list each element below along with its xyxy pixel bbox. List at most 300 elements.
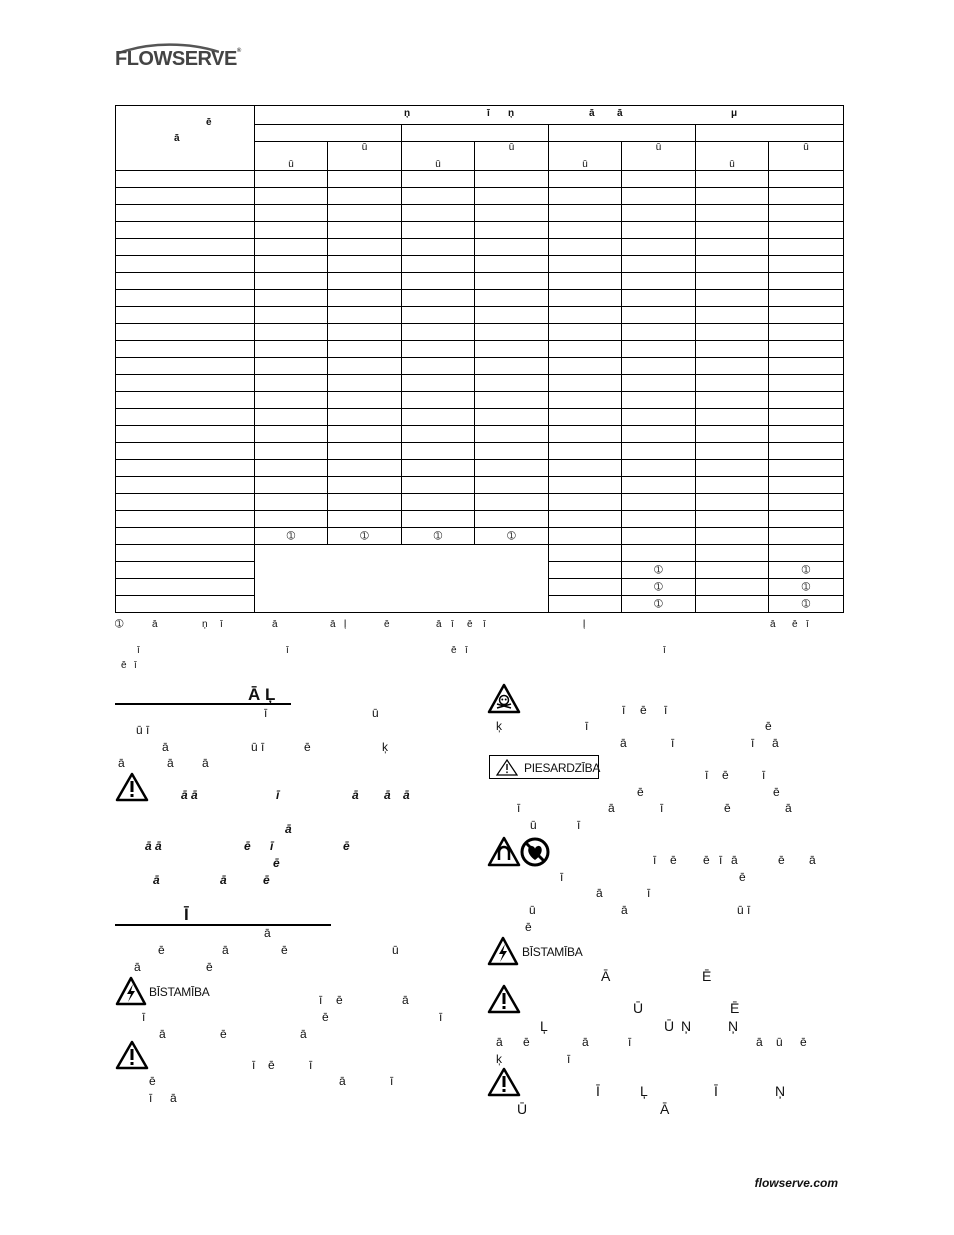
text-fragment: ā — [152, 619, 158, 630]
spec-table — [115, 105, 844, 613]
table-cell: ū — [655, 142, 662, 153]
marker-cell: ➀ — [769, 596, 844, 613]
table-cell — [116, 171, 255, 188]
table-cell — [255, 511, 328, 528]
flowserve-logo — [115, 48, 241, 71]
table-cell — [696, 545, 769, 562]
table-cell — [328, 171, 402, 188]
table-cell — [116, 494, 255, 511]
text-fragment: ē — [244, 839, 251, 853]
table-cell — [402, 341, 475, 358]
table-cell — [475, 511, 549, 528]
text-fragment: ī — [577, 818, 581, 832]
table-row — [116, 239, 844, 256]
table-cell — [549, 409, 622, 426]
table-cell — [328, 256, 402, 273]
table-cell — [475, 324, 549, 341]
text-fragment: ā ā — [181, 788, 198, 802]
table-cell — [402, 443, 475, 460]
text-fragment: ī — [567, 1052, 571, 1066]
table-cell — [696, 426, 769, 443]
text-fragment: ē — [158, 943, 165, 957]
text-fragment: ē — [206, 960, 213, 974]
text-fragment: ē — [322, 1010, 329, 1024]
text-fragment: ē — [670, 853, 677, 867]
table-cell — [475, 358, 549, 375]
text-fragment: ē — [467, 619, 473, 630]
table-cell — [549, 307, 622, 324]
table-cell — [696, 290, 769, 307]
table-cell — [622, 426, 696, 443]
text-fragment: ū — [530, 818, 537, 832]
warning-icon — [487, 1067, 521, 1097]
table-cell — [328, 392, 402, 409]
table-group-1 — [255, 125, 402, 142]
table-cell — [549, 375, 622, 392]
table-subheader — [696, 142, 769, 171]
table-cell — [622, 205, 696, 222]
table-cell — [696, 188, 769, 205]
table-cell — [255, 239, 328, 256]
table-cell — [328, 273, 402, 290]
table-cell — [116, 426, 255, 443]
table-cell — [696, 171, 769, 188]
table-cell — [769, 392, 844, 409]
table-cell — [696, 239, 769, 256]
table-cell — [769, 375, 844, 392]
text-fragment: ā ā — [145, 839, 162, 853]
table-cell — [549, 205, 622, 222]
text-fragment: ī — [671, 736, 675, 750]
table-cell — [549, 222, 622, 239]
text-fragment: ī — [465, 645, 468, 656]
magnetic-hazard-icon — [487, 836, 521, 868]
text-fragment: ē — [268, 1058, 275, 1072]
table-cell — [549, 443, 622, 460]
table-cell — [549, 579, 622, 596]
text-fragment: ē — [304, 740, 311, 754]
table-row — [116, 375, 844, 392]
table-cell — [402, 494, 475, 511]
footer-url[interactable]: flowserve.com — [754, 1176, 838, 1190]
text-fragment: ē — [640, 703, 647, 717]
marker-cell: ➀ — [255, 528, 328, 545]
merged-cell — [255, 545, 549, 613]
table-cell — [769, 545, 844, 562]
text-fragment: Ū — [664, 1018, 675, 1034]
text-fragment: ā — [496, 1035, 503, 1049]
table-cell — [116, 511, 255, 528]
table-cell — [549, 341, 622, 358]
table-cell — [255, 205, 328, 222]
electrical-hazard-icon — [115, 976, 147, 1006]
table-cell — [475, 222, 549, 239]
text-fragment: ņ — [202, 619, 208, 630]
table-cell — [549, 545, 622, 562]
text-fragment: ī — [647, 886, 651, 900]
table-cell — [116, 188, 255, 205]
table-cell — [475, 494, 549, 511]
text-fragment: ē — [343, 839, 350, 853]
warning-icon — [115, 1040, 149, 1070]
text-fragment: Ņ — [728, 1018, 739, 1034]
table-cell — [116, 562, 255, 579]
table-body — [116, 171, 844, 528]
caution-icon — [496, 759, 518, 776]
text-fragment: ī — [252, 1058, 256, 1072]
text-fragment: ū — [392, 943, 399, 957]
text-fragment: ī — [664, 703, 668, 717]
table-cell: ū — [435, 159, 441, 170]
text-fragment: ī — [149, 1091, 153, 1105]
table-cell — [116, 443, 255, 460]
table-cell — [402, 205, 475, 222]
table-cell — [475, 290, 549, 307]
table-cell — [549, 392, 622, 409]
table-cell — [402, 426, 475, 443]
table-cell — [475, 188, 549, 205]
table-cell: ņ — [508, 108, 515, 119]
table-cell — [402, 392, 475, 409]
table-cell: ū — [803, 142, 809, 153]
text-fragment: ū ī — [251, 740, 265, 754]
table-cell — [696, 409, 769, 426]
table-row — [116, 222, 844, 239]
table-cell: ē — [206, 117, 212, 128]
table-row — [116, 443, 844, 460]
table-cell — [255, 375, 328, 392]
text-fragment: ā — [167, 756, 174, 770]
text-fragment: ē — [800, 1035, 807, 1049]
table-cell — [255, 273, 328, 290]
table-row — [116, 545, 844, 562]
table-cell — [622, 239, 696, 256]
caution-label: PIESARDZĪBA — [524, 761, 601, 775]
table-group-4 — [696, 125, 844, 142]
table-cell — [696, 579, 769, 596]
table-cell — [622, 494, 696, 511]
table-cell — [328, 511, 402, 528]
table-cell — [696, 477, 769, 494]
text-fragment: ē — [336, 993, 343, 1007]
text-fragment: ē — [263, 873, 270, 887]
table-row — [116, 171, 844, 188]
electrical-hazard-icon — [487, 936, 519, 966]
table-cell — [328, 426, 402, 443]
table-cell — [622, 511, 696, 528]
table-cell — [622, 341, 696, 358]
table-cell — [696, 324, 769, 341]
text-fragment: ā — [352, 788, 359, 802]
danger-label: BĪSTAMĪBA — [149, 985, 210, 999]
table-cell — [475, 460, 549, 477]
table-cell — [769, 239, 844, 256]
table-row — [116, 290, 844, 307]
text-fragment: ē — [739, 870, 746, 884]
text-fragment: ī — [762, 768, 766, 782]
table-cell — [622, 324, 696, 341]
table-cell — [116, 273, 255, 290]
table-cell — [696, 222, 769, 239]
text-fragment: ā — [264, 926, 271, 940]
table-cell — [475, 392, 549, 409]
text-fragment: ē — [121, 660, 127, 671]
table-cell — [475, 426, 549, 443]
table-subheader — [622, 142, 696, 171]
table-cell — [769, 426, 844, 443]
table-cell — [769, 409, 844, 426]
text-fragment: Ļ — [540, 1018, 548, 1034]
table-cell — [549, 188, 622, 205]
table-cell — [402, 358, 475, 375]
table-cell — [696, 307, 769, 324]
table-cell — [769, 358, 844, 375]
text-fragment: ē — [773, 785, 780, 799]
text-fragment: ē — [637, 785, 644, 799]
table-cell — [475, 375, 549, 392]
text-fragment: ā — [756, 1035, 763, 1049]
table-cell: ā — [589, 108, 595, 119]
table-cell: ņ — [404, 108, 411, 119]
text-fragment: ā — [159, 1027, 166, 1041]
table-subheader — [769, 142, 844, 171]
table-cell — [116, 545, 255, 562]
table-row — [116, 341, 844, 358]
marker-cell: ➀ — [328, 528, 402, 545]
text-fragment: Ā — [660, 1101, 670, 1117]
text-fragment: ū ī — [136, 723, 150, 737]
text-fragment: ķ — [496, 719, 502, 733]
table-cell — [255, 324, 328, 341]
text-fragment: ā — [285, 822, 292, 836]
text-fragment: ā — [134, 960, 141, 974]
table-cell — [622, 188, 696, 205]
table-cell — [622, 545, 696, 562]
table-cell — [255, 392, 328, 409]
text-fragment: ī — [663, 645, 666, 656]
table-cell — [402, 460, 475, 477]
table-cell — [255, 290, 328, 307]
table-cell — [769, 324, 844, 341]
text-fragment: ē — [722, 768, 729, 782]
table-cell — [116, 205, 255, 222]
table-subheader — [475, 142, 549, 171]
table-cell — [769, 222, 844, 239]
text-fragment: ī — [719, 853, 723, 867]
table-cell — [328, 477, 402, 494]
text-fragment: ā — [772, 736, 779, 750]
table-cell — [696, 273, 769, 290]
text-fragment: ā — [272, 619, 278, 630]
text-fragment: Ē — [730, 1000, 740, 1016]
text-fragment: ķ — [382, 740, 388, 754]
table-cell — [475, 477, 549, 494]
table-cell — [696, 392, 769, 409]
table-cell: ā — [617, 108, 623, 119]
table-cell — [255, 477, 328, 494]
table-cell — [475, 256, 549, 273]
table-cell — [116, 307, 255, 324]
text-fragment: Ū — [517, 1101, 528, 1117]
logo-text: FLOWSERVE — [115, 48, 237, 70]
table-cell — [769, 205, 844, 222]
table-cell — [328, 205, 402, 222]
text-fragment: ī — [137, 645, 140, 656]
text-fragment: ā — [202, 756, 209, 770]
table-cell: ū — [582, 159, 588, 170]
table-cell: ū — [508, 142, 515, 153]
text-fragment: ē — [281, 943, 288, 957]
text-fragment: ē — [525, 920, 532, 934]
text-fragment: ī — [134, 660, 137, 671]
section-heading: Ī — [184, 905, 189, 924]
text-fragment: ī — [270, 839, 274, 853]
table-cell — [328, 188, 402, 205]
text-fragment: ā — [339, 1074, 346, 1088]
table-cell — [696, 562, 769, 579]
table-cell: ū — [361, 142, 368, 153]
table-head-left — [116, 106, 255, 171]
table-cell — [622, 528, 696, 545]
table-cell — [696, 358, 769, 375]
table-group-2 — [402, 125, 549, 142]
table-cell — [622, 358, 696, 375]
text-fragment: ā — [436, 619, 442, 630]
text-fragment: ī — [264, 706, 268, 720]
table-cell — [549, 290, 622, 307]
no-pacemaker-icon — [519, 836, 551, 868]
table-cell — [769, 171, 844, 188]
table-cell — [402, 239, 475, 256]
text-fragment: ī — [705, 768, 709, 782]
table-cell — [255, 358, 328, 375]
table-cell — [696, 528, 769, 545]
text-fragment: ē — [523, 1035, 530, 1049]
table-subheader — [328, 142, 402, 171]
table-cell — [255, 307, 328, 324]
table-cell: ā — [174, 133, 180, 144]
table-cell — [549, 494, 622, 511]
text-fragment: Ļ — [640, 1083, 648, 1099]
text-fragment: ā — [809, 853, 816, 867]
table-cell — [328, 341, 402, 358]
text-fragment: ā — [582, 1035, 589, 1049]
text-fragment: ī — [517, 801, 521, 815]
text-fragment: ī — [483, 619, 486, 630]
table-cell — [402, 511, 475, 528]
table-cell — [402, 273, 475, 290]
text-fragment: ķ — [496, 1052, 502, 1066]
table-cell — [622, 273, 696, 290]
table-row — [116, 358, 844, 375]
text-fragment: ē — [149, 1074, 156, 1088]
text-fragment: ē — [778, 853, 785, 867]
table-cell — [328, 290, 402, 307]
text-fragment: ā — [731, 853, 738, 867]
marker-cell: ➀ — [769, 562, 844, 579]
text-fragment: ē — [724, 801, 731, 815]
table-cell — [769, 290, 844, 307]
table-subheader — [402, 142, 475, 171]
table-cell — [402, 477, 475, 494]
text-fragment: ī — [390, 1074, 394, 1088]
table-cell — [696, 596, 769, 613]
table-row — [116, 409, 844, 426]
text-fragment: ā — [785, 801, 792, 815]
table-row — [116, 494, 844, 511]
table-cell — [475, 205, 549, 222]
table-cell — [402, 171, 475, 188]
table-row — [116, 188, 844, 205]
marker-cell: ➀ — [622, 579, 696, 596]
table-cell — [402, 409, 475, 426]
table-cell — [769, 341, 844, 358]
table-cell — [328, 307, 402, 324]
table-cell — [622, 290, 696, 307]
text-fragment: ī — [560, 870, 564, 884]
text-fragment: ā — [620, 736, 627, 750]
table-cell — [549, 324, 622, 341]
table-cell — [622, 222, 696, 239]
table-cell — [255, 256, 328, 273]
table-cell — [255, 188, 328, 205]
text-fragment: Ņ — [775, 1083, 786, 1099]
table-cell — [475, 171, 549, 188]
text-fragment: ī — [142, 1010, 146, 1024]
table-row — [116, 528, 844, 545]
table-cell — [769, 256, 844, 273]
table-cell — [475, 273, 549, 290]
caution-label-box — [489, 755, 599, 779]
table-cell — [622, 256, 696, 273]
table-cell — [696, 443, 769, 460]
text-fragment: ā — [596, 886, 603, 900]
table-cell — [549, 511, 622, 528]
table-cell — [402, 375, 475, 392]
table-cell — [549, 171, 622, 188]
table-row — [116, 460, 844, 477]
table-cell — [116, 528, 255, 545]
table-cell — [116, 358, 255, 375]
table-cell — [255, 460, 328, 477]
text-fragment: ā — [403, 788, 410, 802]
text-fragment: ļ — [583, 619, 586, 630]
table-group-3 — [549, 125, 696, 142]
text-fragment: ā — [220, 873, 227, 887]
text-fragment: ī — [286, 645, 289, 656]
table-cell — [255, 341, 328, 358]
table-cell — [549, 562, 622, 579]
table-cell — [255, 222, 328, 239]
marker-cell: ➀ — [402, 528, 475, 545]
table-cell — [696, 256, 769, 273]
table-cell: μ — [731, 108, 738, 119]
section-heading: Ā Ļ — [248, 685, 276, 704]
table-cell — [116, 409, 255, 426]
table-cell — [255, 409, 328, 426]
text-fragment: ē — [220, 1027, 227, 1041]
table-cell — [622, 409, 696, 426]
warning-icon — [487, 984, 521, 1014]
table-row — [116, 324, 844, 341]
text-fragment: Ā — [601, 968, 611, 984]
logo-registered: ® — [236, 48, 241, 54]
table-cell — [696, 460, 769, 477]
table-cell — [549, 273, 622, 290]
text-fragment: ī — [451, 619, 454, 630]
table-cell — [116, 596, 255, 613]
table-cell — [769, 528, 844, 545]
